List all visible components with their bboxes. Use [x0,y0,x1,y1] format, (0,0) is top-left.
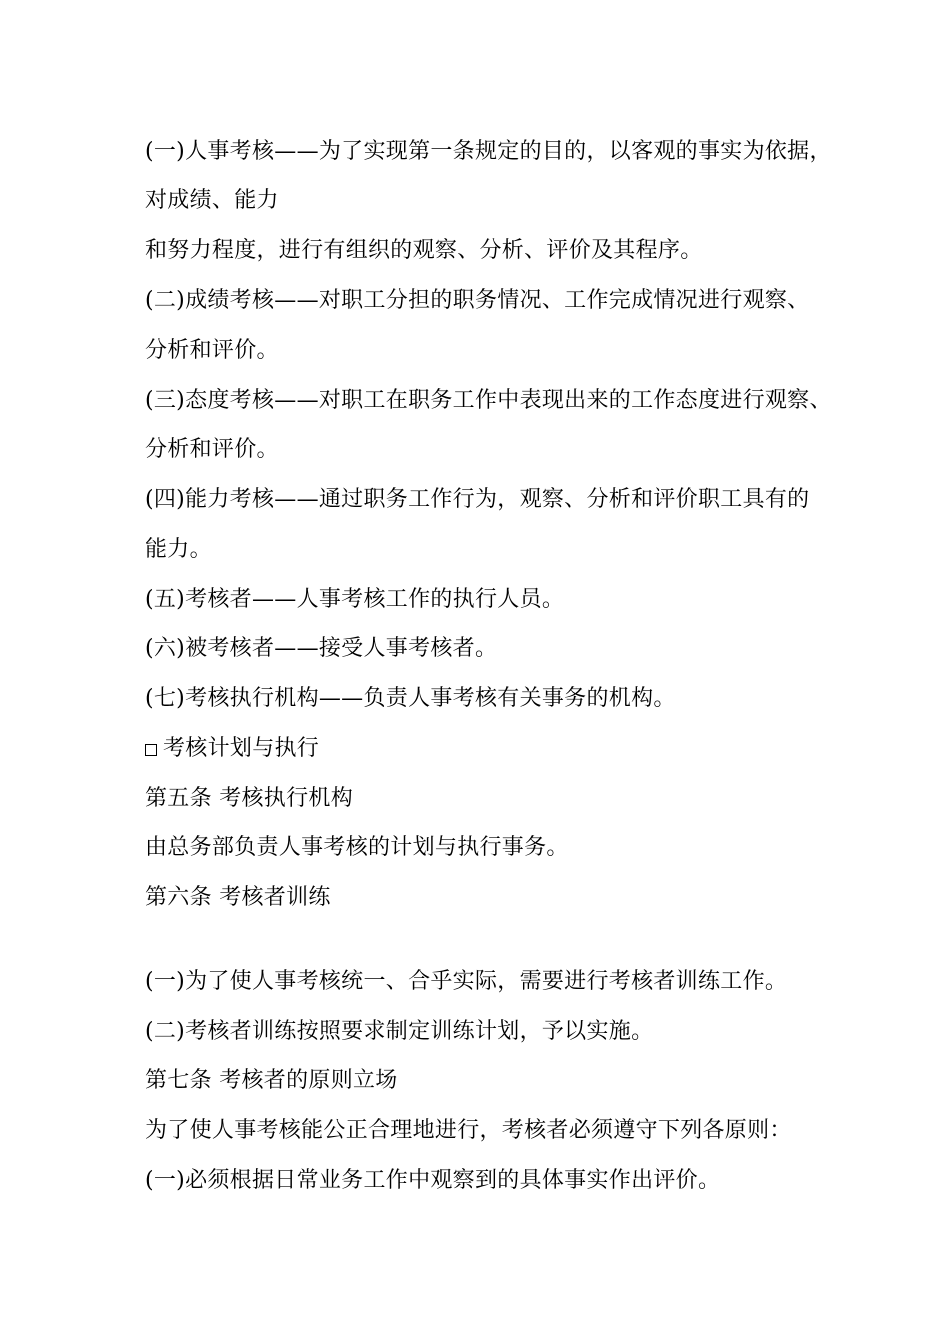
definition-3-line-1: (三)态度考核——对职工在职务工作中表现出来的工作态度进行观察、 [145,388,832,413]
definition-7: (七)考核执行机构——负责人事考核有关事务的机构。 [145,686,676,711]
definition-2-line-2: 分析和评价。 [145,338,279,363]
definition-1-line-3: 和努力程度，进行有组织的观察、分析、评价及其程序。 [145,238,703,263]
article-7-intro: 为了使人事考核能公正合理地进行，考核者必须遵守下列各原则： [145,1118,792,1143]
article-6-item-2: (二)考核者训练按照要求制定训练计划，予以实施。 [145,1019,654,1044]
article-6-item-1: (一)为了使人事考核统一、合乎实际，需要进行考核者训练工作。 [145,969,788,994]
article-5-title: 第五条 考核执行机构 [145,786,353,811]
article-7-title: 第七条 考核者的原则立场 [145,1068,398,1093]
article-6-title: 第六条 考核者训练 [145,885,331,910]
definition-2-line-1: (二)成绩考核——对职工分担的职务情况、工作完成情况进行观察、 [145,288,810,313]
definition-4-line-2: 能力。 [145,537,212,562]
definition-6: (六)被考核者——接受人事考核者。 [145,636,498,661]
article-7-item-1: (一)必须根据日常业务工作中观察到的具体事实作出评价。 [145,1168,721,1193]
section-heading [145,737,319,761]
section-heading-text: 考核计划与执行 [163,736,320,761]
definition-5: (五)考核者——人事考核工作的执行人员。 [145,587,565,612]
article-5-body: 由总务部负责人事考核的计划与执行事务。 [145,835,569,860]
definition-1-line-2: 对成绩、能力 [145,188,279,213]
definition-4-line-1: (四)能力考核——通过职务工作行为，观察、分析和评价职工具有的 [145,487,810,512]
definition-1-line-1: (一)人事考核——为了实现第一条规定的目的，以客观的事实为依据， [145,139,832,164]
definition-3-line-2: 分析和评价。 [145,437,279,462]
checkbox-icon [145,744,157,756]
